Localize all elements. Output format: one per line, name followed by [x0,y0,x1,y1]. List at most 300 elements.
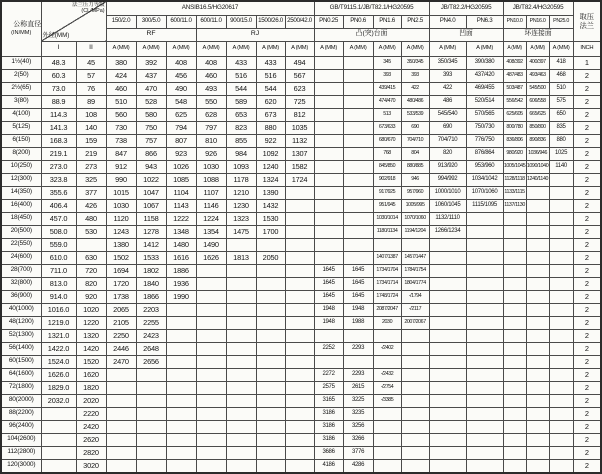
ansi-a-cell: 433 [256,56,285,69]
dn-cell: 32(800) [1,277,41,290]
gb-a-cell: 1070/1060 [401,212,429,225]
gb-a-cell [549,329,573,342]
ansi-a-cell: 1143 [166,199,196,212]
ansi-a-cell: 456 [166,69,196,82]
ansi-a-cell: 1324 [256,173,285,186]
gb-a-cell [549,303,573,316]
ansi-a-cell [256,342,285,355]
gb-a-cell [466,446,503,459]
gb-a-cell [549,407,573,420]
od-cell [41,433,76,446]
od-cell: 1320 [76,329,106,342]
ansi-a-cell [285,303,314,316]
gb-a-cell: 953/960 [466,160,503,173]
gb-a-cell [549,290,573,303]
od-cell: 914.0 [41,290,76,303]
gb-a-cell: 835 [549,121,573,134]
gb-a-cell [429,290,466,303]
od-cell: 45 [76,56,106,69]
od-cell [41,407,76,420]
inch-unit: INCH [573,41,601,56]
table-row [1,82,601,95]
od-cell [41,420,76,433]
inch-cell: 2 [573,225,601,238]
od-cell: 141.3 [41,121,76,134]
ansi-a-cell [285,407,314,420]
gb-a-cell [343,212,373,225]
gb-a-cell: 422 [401,82,429,95]
ansi-a-cell: 738 [106,134,136,147]
gb-a-cell: 2007/2067 [401,316,429,329]
od-cell: 630 [76,251,106,264]
gb-a-cell [373,329,401,342]
gb-a-cell [526,381,549,394]
inch-cell: 2 [573,316,601,329]
gb-a-cell: 1090/1040 [526,160,549,173]
ansi-a-cell [226,381,256,394]
ansi-a-cell [226,277,256,290]
od-cell: 3020 [76,459,106,473]
gb-a-cell: 503/487 [503,82,526,95]
inch-cell: 2 [573,212,601,225]
ansi-a-cell [166,459,196,473]
ansi-a-cell: 567 [285,69,314,82]
dn-cell: 12(300) [1,173,41,186]
gb-a-cell [343,251,373,264]
gb-a-cell: 776/750 [466,134,503,147]
gb-a-cell [429,420,466,433]
gb-a-cell [343,95,373,108]
table-row [1,329,601,342]
gb-a-cell [503,368,526,381]
gb-a-cell: 469/455 [466,82,503,95]
ansi-a-cell: 1475 [226,225,256,238]
pn63-header: PN6.3 [466,15,503,28]
ansi-a-cell: 812 [285,108,314,121]
ansi-a-cell: 1886 [166,264,196,277]
ansi-a-cell: 807 [166,134,196,147]
gb-a-cell [503,316,526,329]
ansi-a-cell: 1240 [256,160,285,173]
ansi-a-cell: 470 [136,82,166,95]
inch-cell: 2 [573,459,601,473]
ansi-a-cell: 392 [136,56,166,69]
table-row [1,160,601,173]
dn-cell: 20(500) [1,225,41,238]
gb-a-cell [314,251,343,264]
gb-a-cell [526,212,549,225]
ansi-a-cell [196,316,226,329]
gb-a-cell [343,173,373,186]
inch-cell: 2 [573,82,601,95]
gb-a-cell: 1748/1724 [373,290,401,303]
nominal-diameter-header [1,1,41,56]
gb-a-cell: 690 [429,121,466,134]
gb-a-cell: -/2754 [373,381,401,394]
ansi-class-600-rj: 600/11.0 [196,15,226,28]
gb-a-cell: 439/415 [373,82,401,95]
rj-facing-header: RJ [196,28,314,41]
inch-cell: 2 [573,407,601,420]
ansi-a-cell: 1085 [166,173,196,186]
od-cell: 1219.0 [41,316,76,329]
ansi-a-cell: 1107 [196,186,226,199]
dn-cell: 4(100) [1,108,41,121]
gb-a-cell [503,433,526,446]
nominal-diameter-title: 公称直径 [13,20,42,28]
jb824-standard-title: JB/T82.4/HG20595 [503,1,573,15]
od-cell: 377 [76,186,106,199]
inch-cell: 2 [573,264,601,277]
gb-a-cell: 545/540 [429,108,466,121]
gb-a-cell: 350/345 [429,56,466,69]
ansi-a-cell: 1088 [196,173,226,186]
ansi-a-cell [166,355,196,368]
gb-a-cell [343,56,373,69]
ansi-a-cell [285,394,314,407]
ansi-a-cell: 794 [166,121,196,134]
gb-a-cell: 1266/1234 [429,225,466,238]
gb-a-cell [503,303,526,316]
ansi-a-cell: 810 [196,134,226,147]
ansi-a-cell [196,459,226,473]
dn-cell: 80(2000) [1,394,41,407]
inch-cell: 2 [573,290,601,303]
gb-a-cell: 800/780 [503,121,526,134]
ansi-a-cell: 1700 [256,225,285,238]
ansi-a-cell [285,199,314,212]
ansi-a-cell [196,446,226,459]
gb-a-cell: 1645 [343,277,373,290]
ansi-a-cell: 2250 [106,329,136,342]
od-cell: 1829.0 [41,381,76,394]
gb-a-cell: 890/836 [526,134,549,147]
ansi-a-cell: 1278 [136,225,166,238]
dn-cell: 16(400) [1,199,41,212]
gb-a-cell [466,238,503,251]
table-body [1,56,601,473]
ansi-a-cell: 2255 [136,316,166,329]
ansi-a-cell: 1694 [106,264,136,277]
ansi-a-cell: 1412 [136,238,166,251]
gb-a-cell: 1115/1095 [466,199,503,212]
gb-a-cell [526,368,549,381]
dn-cell: 8(200) [1,147,41,160]
od-cell: 273 [76,160,106,173]
gb-a-cell [401,407,429,420]
pressure-class-label: 法兰压力等级 (CL/MPa) [72,2,105,14]
gb-a-cell [429,238,466,251]
ansi-a-cell: 1813 [226,251,256,264]
inch-cell: 2 [573,108,601,121]
inch-cell: 2 [573,160,601,173]
gb-a-cell: 1948 [314,316,343,329]
gb-a-cell [466,290,503,303]
gb-a-cell: -/2402 [373,342,401,355]
ansi-a-cell [166,342,196,355]
a-mm-unit: A (MM) [106,41,136,56]
ansi-a-cell: 1210 [226,186,256,199]
ansi-a-cell [285,446,314,459]
dn-cell: 2½(65) [1,82,41,95]
table-row [1,407,601,420]
ansi-a-cell: 1626 [196,251,226,264]
gb-a-cell: 400/397 [526,56,549,69]
ansi-a-cell: 460 [106,82,136,95]
ansi-class-900: 900/15.0 [226,15,256,28]
gb-a-cell [429,355,466,368]
gb-a-cell [526,277,549,290]
a-mm-unit: A (MM) [503,41,526,56]
gb-a-cell [314,69,343,82]
od-cell: 73.0 [41,82,76,95]
dn-cell: 64(1600) [1,368,41,381]
ansi-a-cell: 1348 [166,225,196,238]
ansi-a-cell [256,446,285,459]
gb-a-cell [549,277,573,290]
ansi-a-cell: 1390 [256,186,285,199]
gb-a-cell [549,459,573,473]
gb-a-cell [314,121,343,134]
ansi-a-cell: 1035 [285,121,314,134]
dn-cell: 28(700) [1,264,41,277]
gb-a-cell: 1645 [343,264,373,277]
gb-a-cell [503,355,526,368]
ansi-a-cell: 1307 [285,147,314,160]
gb-a-cell: 3256 [343,420,373,433]
od-cell: 273.0 [41,160,76,173]
gb-a-cell [343,134,373,147]
od-cell: 720 [76,264,106,277]
ansi-a-cell [226,238,256,251]
ansi-a-cell [136,420,166,433]
a-mm-unit: A (MM) [226,41,256,56]
dn-cell: 56(1400) [1,342,41,355]
dn-cell: 120(3000) [1,459,41,473]
ansi-a-cell: 1120 [106,212,136,225]
ansi-a-cell: 757 [136,134,166,147]
gb-a-cell: 1000/1010 [429,186,466,199]
gb-a-cell [526,251,549,264]
gb-a-cell [314,82,343,95]
ansi-a-cell: 433 [226,56,256,69]
gb-a-cell [549,199,573,212]
ansi-a-cell: 408 [166,56,196,69]
ansi-a-cell [226,303,256,316]
od-cell: 88.9 [41,95,76,108]
ansi-class-150: 150/2.0 [106,15,136,28]
inch-cell: 2 [573,186,601,199]
pressure-tap-flange-header: 取压 法兰 [573,1,601,41]
gb-a-cell [373,433,401,446]
od-cell: 820 [76,277,106,290]
ansi-a-cell: 1015 [106,186,136,199]
ansi-a-cell: 2105 [106,316,136,329]
ansi-a-cell [166,329,196,342]
ansi-a-cell [166,433,196,446]
gb-a-cell [314,225,343,238]
gb-a-cell: 850/800 [526,121,549,134]
gb-a-cell: 422 [429,82,466,95]
od-cell: 1626.0 [41,368,76,381]
gb-a-cell [343,329,373,342]
ansi-a-cell: 2423 [136,329,166,342]
dn-cell: 112(2800) [1,446,41,459]
gb-a-cell: 4286 [343,459,373,473]
a-mm-unit: A (MM) [136,41,166,56]
ansi-a-cell [285,251,314,264]
ansi-a-cell: 493 [196,82,226,95]
ansi-a-cell: 1432 [256,199,285,212]
od-cell: 108 [76,108,106,121]
ansi-a-cell: 1354 [196,225,226,238]
ansi-a-cell [196,420,226,433]
ansi-a-cell: 1132 [285,134,314,147]
pn16-header: PN1.6 [373,15,401,28]
gb-a-cell [373,446,401,459]
od-cell: 323.8 [41,173,76,186]
ansi-a-cell: 1030 [196,160,226,173]
concave-face-header: 凹面 [429,28,503,41]
pn160-header: PN16.0 [526,15,549,28]
ansi-a-cell: 1230 [226,199,256,212]
od-cell: 1620 [76,368,106,381]
inch-cell: 2 [573,381,601,394]
gb-a-cell: 4186 [314,459,343,473]
table-row [1,251,601,264]
gb-a-cell: 1948 [314,303,343,316]
gb-a-cell: 1180/1134 [373,225,401,238]
ansi-a-cell: 620 [256,95,285,108]
od-cell: 1220 [76,316,106,329]
dn-cell: 1½(40) [1,56,41,69]
od-cell: 2020 [76,394,106,407]
ansi-a-cell [196,290,226,303]
gb-a-cell [549,381,573,394]
gb-a-cell [429,316,466,329]
ansi-a-cell [196,303,226,316]
gb-a-cell: 1457/1447 [401,251,429,264]
ansi-a-cell [196,264,226,277]
od-cell: 426 [76,199,106,212]
gb-a-cell: 2293 [343,368,373,381]
gb-a-cell [503,329,526,342]
ansi-a-cell [226,420,256,433]
ansi-class-300: 300/5.0 [136,15,166,28]
od-series-1-header: I [41,41,76,56]
ansi-a-cell: 2446 [106,342,136,355]
gb-a-cell: 650 [549,108,573,121]
ansi-a-cell [196,368,226,381]
od-cell: 168.3 [41,134,76,147]
gb-a-cell [401,394,429,407]
ansi-a-cell [106,368,136,381]
od-cell [41,459,76,473]
gb-a-cell: 917/925 [373,186,401,199]
gb-a-cell: 480/486 [401,95,429,108]
gb-a-cell: 533/539 [401,108,429,121]
a-mm-unit: A (MM) [373,41,401,56]
gb-a-cell: 556/542 [503,95,526,108]
ansi-a-cell [226,433,256,446]
gb-a-cell [343,199,373,212]
ansi-a-cell [285,277,314,290]
table-row [1,420,601,433]
dn-cell: 72(1800) [1,381,41,394]
gb-a-cell: 350/345 [401,56,429,69]
dn-cell: 36(900) [1,290,41,303]
ansi-a-cell: 2470 [106,355,136,368]
inch-cell: 2 [573,420,601,433]
table-row [1,199,601,212]
ansi-a-cell [196,394,226,407]
ansi-a-cell: 1323 [226,212,256,225]
inch-cell: 2 [573,342,601,355]
gb-a-cell [314,212,343,225]
ansi-a-cell: 943 [136,160,166,173]
ansi-a-cell [136,381,166,394]
gb-a-cell [373,420,401,433]
gb-a-cell: 3186 [314,420,343,433]
gb-a-cell [401,446,429,459]
gb-a-cell: 750/730 [466,121,503,134]
ansi-a-cell: 1026 [166,160,196,173]
gb-a-cell: 1407/1387 [373,251,401,264]
gb-a-cell [466,420,503,433]
dn-cell: 40(1000) [1,303,41,316]
dn-cell: 6(150) [1,134,41,147]
ansi-a-cell [106,381,136,394]
ansi-a-cell: 653 [226,108,256,121]
ansi-a-cell [256,420,285,433]
ansi-a-cell: 1582 [285,160,314,173]
ansi-a-cell [196,329,226,342]
ansi-a-cell [285,290,314,303]
od-cell: 1422.0 [41,342,76,355]
a-mm-unit: A (MM) [196,41,226,56]
gb-a-cell: 625/605 [503,108,526,121]
gb-a-cell: 957/960 [401,186,429,199]
ansi-a-cell [166,368,196,381]
gb-a-cell: 994/992 [429,173,466,186]
ansi-a-cell: 1840 [136,277,166,290]
gb-a-cell [466,394,503,407]
gb-a-cell [526,225,549,238]
gb-a-cell: 1804/1774 [401,277,429,290]
gb-a-cell [314,108,343,121]
ansi-a-cell: 1146 [196,199,226,212]
outer-diameter-label: 外径(MM) [42,32,70,40]
gb-a-cell: 493/463 [526,69,549,82]
gb-a-cell [503,407,526,420]
ansi-a-cell [256,303,285,316]
gb-a-cell [429,329,466,342]
gb-a-cell: 1133/1115 [503,186,526,199]
gb-a-cell [429,446,466,459]
gb-a-cell [343,69,373,82]
gb-a-cell [429,381,466,394]
gb-a-cell [373,459,401,473]
inch-cell: 2 [573,173,601,186]
gb-a-cell: 3186 [314,407,343,420]
gb-a-cell [401,342,429,355]
ansi-a-cell [196,277,226,290]
gb-a-cell: 468 [549,69,573,82]
gb-a-cell: -/2432 [373,368,401,381]
ansi-a-cell: 544 [256,82,285,95]
gb-a-cell [429,277,466,290]
gb-a-cell [526,303,549,316]
